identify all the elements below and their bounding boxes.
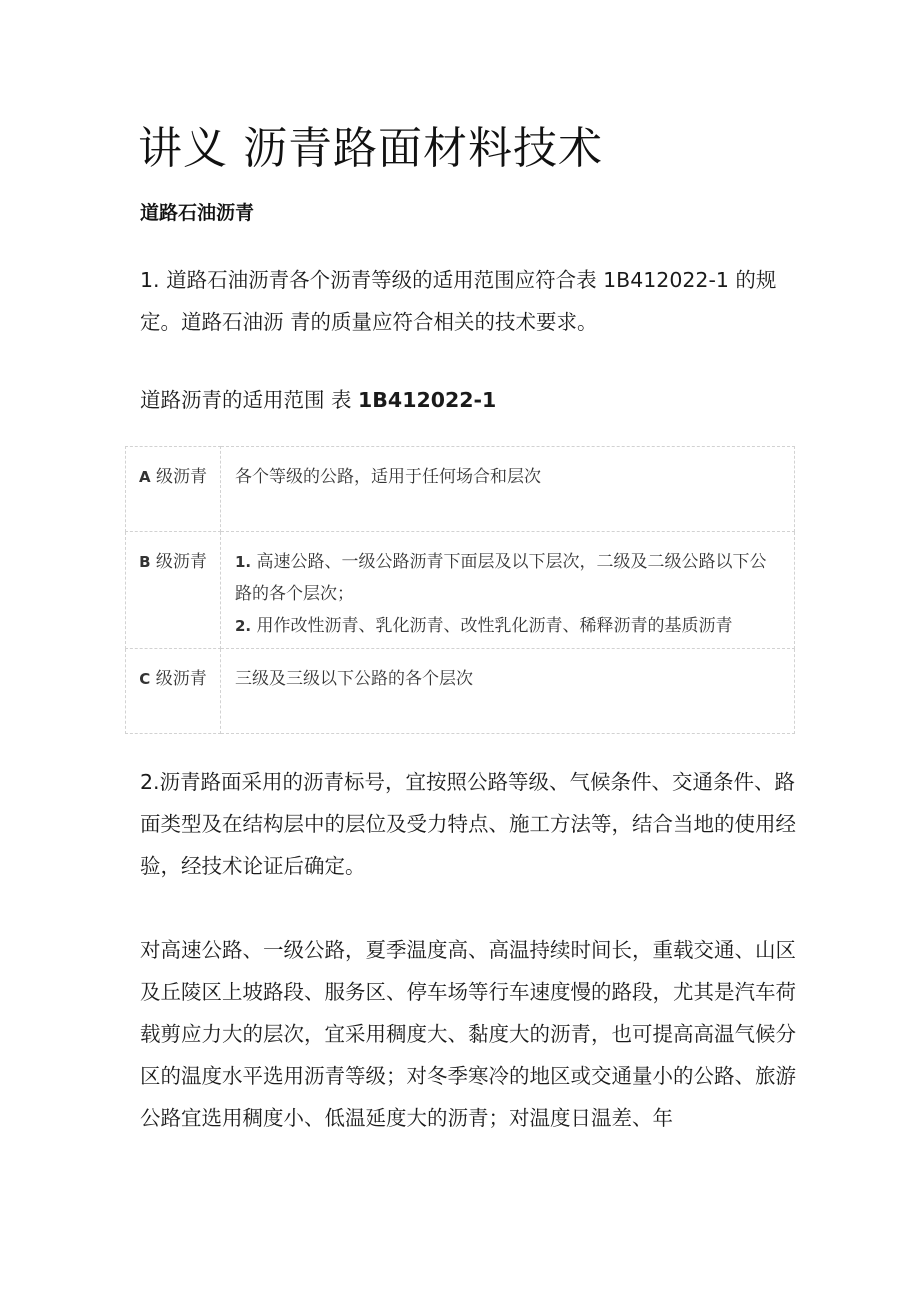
desc-cell-a [221,447,795,532]
table-row-a [126,447,795,532]
table-number: 1B412022-1 [358,388,497,412]
desc-text-a: 各个等级的公路，适用于任何场合和层次 [235,467,541,487]
section-heading: 道路石油沥青 [140,202,255,224]
desc-item-1-number: 1. [235,553,252,571]
grade-letter-a: A [138,468,151,486]
desc-item-1 [235,546,782,610]
desc-item-2-number: 2. [235,617,252,635]
table-caption-text: 道路沥青的适用范围 表 [140,388,359,412]
paragraph-1: 1. 道路石油沥青各个沥青等级的适用范围应符合表 1B412022-1 的规定。道路石油沥 青的质量应符合相关的技术要求。 [140,268,777,334]
paragraph-3: 对高速公路、一级公路，夏季温度高、高温持续时间长，重载交通、山区及丘陵区上坡路段、服务区、停车场等行车速度慢的路段，尤其是汽车荷载剪应力大的层次，宜采用稠度大、黏度大的沥青，也可提高高温气候分区的温度水平选用沥青等级；对冬季寒冷的地区或交通量小的公路、旅游公路宜选用稠度小、低温延度大的沥青；对温度日温差、年 [140,938,796,1130]
asphalt-grade-table [125,446,795,734]
grade-cell-b [126,532,221,649]
paragraph-2: 2.沥青路面采用的沥青标号，宜按照公路等级、气候条件、交通条件、路面类型及在结构层中的层位及受力特点、施工方法等，结合当地的使用经验，经技术论证后确定。 [140,770,796,878]
desc-text-c: 三级及三级以下公路的各个层次 [235,669,473,689]
grade-label-c: 级沥青 [150,669,207,689]
desc-item-2 [235,610,782,642]
desc-cell-b [221,532,795,649]
desc-cell-c [221,649,795,734]
grade-label-b: 级沥青 [150,552,207,572]
page-title: 讲义 沥青路面材料技术 [138,123,603,174]
grade-cell-a [126,447,221,532]
desc-item-1-text: 高速公路、一级公路沥青下面层及以下层次，二级及二级公路以下公路的各个层次； [235,552,767,604]
grade-letter-b: B [139,553,151,571]
table-row-c [126,649,795,734]
grade-cell-c [126,649,221,734]
desc-item-2-text: 用作改性沥青、乳化沥青、改性乳化沥青、稀释沥青的基质沥青 [251,616,733,636]
table-row-b [126,532,795,649]
table-caption [140,383,496,413]
grade-letter-c: C [139,670,151,688]
grade-label-a: 级沥青 [150,467,207,487]
